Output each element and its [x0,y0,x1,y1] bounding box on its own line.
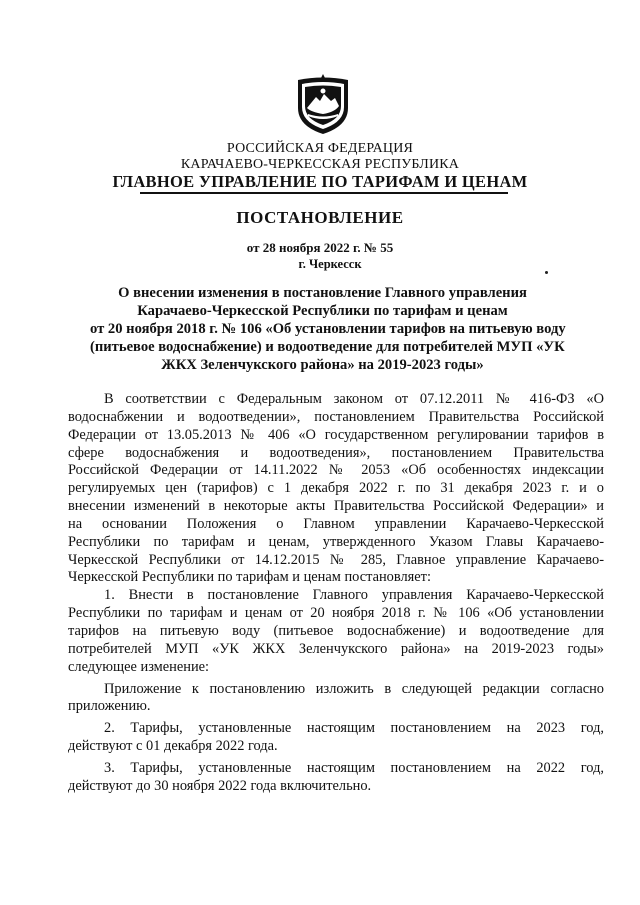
preamble-line: на основании Положения о Главном управлении Карачаево-Черкесской [68,515,604,532]
preamble-line: Черкесской Республики по тарифам и ценам постановляет: [68,569,431,586]
document-subject [90,284,566,374]
subject-line: ЖКХ Зеленчукского района» на 2019-2023 годы» [161,357,484,373]
preamble-line: В соответствии с Федеральным законом от 07.12.2011 № 416-ФЗ «О [104,391,604,407]
document-type-title: ПОСТАНОВЛЕНИЕ [236,208,404,227]
item1-line: Республики по тарифам и ценам от 20 ноября 2018 г. № 106 «Об установлении [68,605,604,622]
coat-of-arms-icon [294,72,352,136]
item1-detail-line: Приложение к постановлению изложить в следующей редакции согласно [104,680,604,697]
preamble-line: сфере водоснабжения и водоотведения», постановлением Правительства [68,444,604,461]
header-republic: КАРАЧАЕВО-ЧЕРКЕССКАЯ РЕСПУБЛИКА [180,157,460,172]
preamble-line: внесении изменений в некоторые акты Правительства Российской Федерации» и [68,498,604,515]
document-body [68,391,604,796]
preamble-line: Российской Федерации от 14.11.2022 № 2053 «Об особенностях индексации [68,462,604,479]
header-divider [140,192,508,194]
stray-mark [545,271,548,274]
header-authority: ГЛАВНОЕ УПРАВЛЕНИЕ ПО ТАРИФАМ И ЦЕНАМ [112,172,528,191]
item1-line: следующее изменение: [68,658,210,675]
item2-line: действуют с 01 декабря 2022 года. [68,738,278,755]
subject-line: О внесении изменения в постановление Главного управления [118,285,527,301]
preamble-line: Черкесской Республики от 14.12.2015 № 285, Главное управление Карачаево- [68,551,604,568]
preamble-line: водоснабжении и водоотведении», постановлением Правительства Российской [68,408,604,425]
item1-line: тарифов на питьевую воду (питьевое водоснабжение) и водоотведение для [68,622,604,639]
item1-detail-line: приложению. [68,698,151,715]
preamble-line: регулируемых цен (тарифов) с 1 декабря 2022 г. по 31 декабря 2023 г. и о [68,480,604,497]
document-city: г. Черкесск [298,257,362,271]
item3-line: 3. Тарифы, установленные настоящим постановлением на 2022 год, [104,759,604,776]
preamble-line: Федерации от 13.05.2013 № 406 «О государственном регулировании тарифов в [68,426,604,443]
preamble-line: Республики по тарифам и ценам, утвержденного Указом Главы Карачаево- [68,533,604,550]
subject-line: от 20 ноября 2018 г. № 106 «Об установлении тарифов на питьевую воду [90,321,566,337]
item2-line: 2. Тарифы, установленные настоящим постановлением на 2023 год, [104,720,604,737]
item1-line: потребителей МУП «УК ЖКХ Зеленчукского района» на 2019-2023 годы» [68,640,604,657]
subject-line: (питьевое водоснабжение) и водоотведение для потребителей МУП «УК [90,339,565,355]
document-date-number: от 28 ноября 2022 г. № 55 [246,240,394,255]
header-country: РОССИЙСКАЯ ФЕДЕРАЦИЯ [226,141,414,156]
item3-line: действуют до 30 ноября 2022 года включительно. [68,777,372,794]
subject-line: Карачаево-Черкесской Республики по тарифам и ценам [137,303,508,319]
item1-line: 1. Внести в постановление Главного управления Карачаево-Черкесской [104,587,604,604]
